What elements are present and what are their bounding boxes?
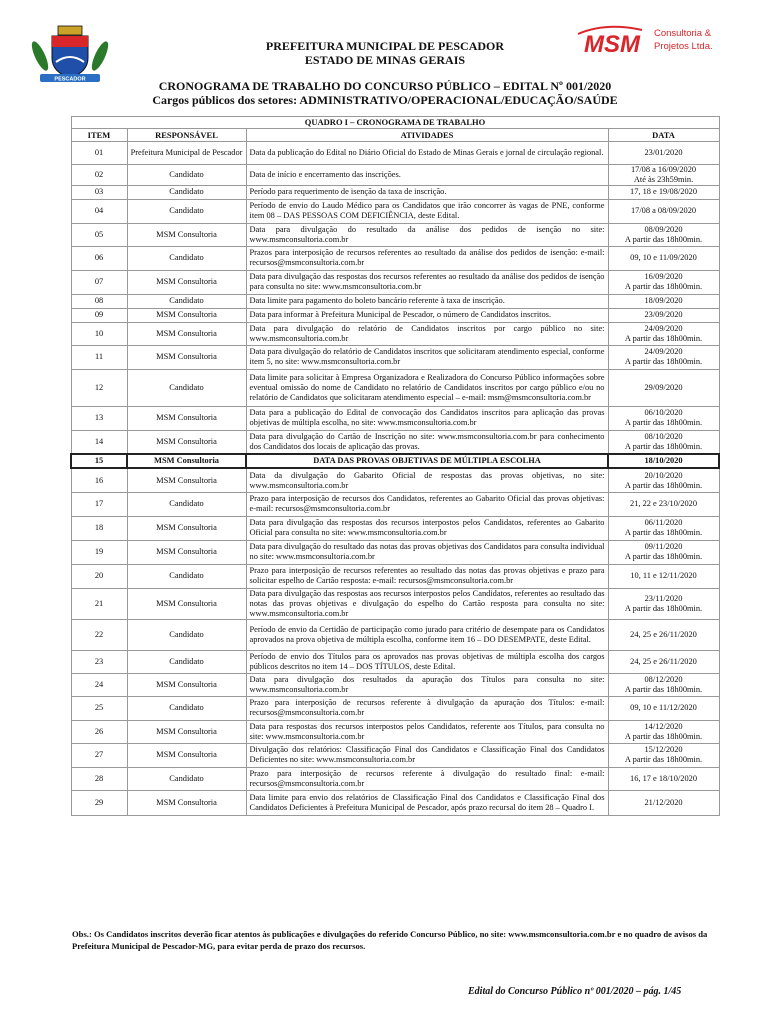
cell-item: 08: [71, 294, 127, 308]
cell-data: 14/12/2020 A partir das 18h00min.: [608, 720, 719, 743]
cell-atividade: Data para divulgação das respostas dos recursos interpostos pelos Candidatos, referentes ao Gabarito Oficial para consulta no site: www.msmconsultoria.com.br: [246, 516, 608, 540]
table-row: [71, 588, 719, 619]
cell-item: 24: [71, 673, 127, 696]
table-row: [71, 696, 719, 720]
cell-data: 20/10/2020 A partir das 18h00min.: [608, 468, 719, 492]
cell-item: 16: [71, 468, 127, 492]
cell-responsavel: Candidato: [127, 650, 246, 673]
cell-responsavel: Candidato: [127, 492, 246, 516]
cell-responsavel: Prefeitura Municipal de Pescador: [127, 142, 246, 165]
cell-data: 24/09/2020 A partir das 18h00min.: [608, 345, 719, 369]
col-header-data: DATA: [608, 129, 719, 142]
cell-item: 07: [71, 270, 127, 294]
cell-atividade: Data para respostas dos recursos interpostos pelos Candidatos, referente aos Títulos, para consulta no site: www.msmconsultoria.com.br: [246, 720, 608, 743]
table-row: [71, 223, 719, 246]
cell-item: 03: [71, 185, 127, 199]
cell-data: 16/09/2020 A partir das 18h00min.: [608, 270, 719, 294]
cell-responsavel: Candidato: [127, 246, 246, 270]
cell-atividade: Prazo para interposição de recursos referente à divulgação da apuração dos Títulos: e-mail: recursos@msmconsultoria.com.br: [246, 696, 608, 720]
cell-atividade: Data de início e encerramento das inscrições.: [246, 165, 608, 186]
cell-responsavel: MSM Consultoria: [127, 308, 246, 322]
cell-atividade: Data da divulgação do Gabarito Oficial de respostas das provas objetivas, no site: www.msmconsultoria.com.br: [246, 468, 608, 492]
msm-logo-text: MSM: [584, 31, 640, 58]
cell-responsavel: MSM Consultoria: [127, 406, 246, 430]
cell-atividade: DATA DAS PROVAS OBJETIVAS DE MÚLTIPLA ESCOLHA: [246, 454, 608, 468]
cell-data: 09/11/2020 A partir das 18h00min.: [608, 540, 719, 564]
cell-item: 19: [71, 540, 127, 564]
cell-atividade: Data para divulgação do resultado das notas das provas objetivas dos Candidatos para consulta individual no site: www.msmconsultoria.com.br: [246, 540, 608, 564]
col-header-atividades: ATIVIDADES: [246, 129, 608, 142]
cell-responsavel: MSM Consultoria: [127, 270, 246, 294]
cell-responsavel: MSM Consultoria: [127, 540, 246, 564]
cell-atividade: Prazo para interposição de recursos dos Candidatos, referentes ao Gabarito Oficial das provas objetivas: e-mail: recursos@msmconsultoria.com.br: [246, 492, 608, 516]
cell-data: 23/09/2020: [608, 308, 719, 322]
cell-item: 23: [71, 650, 127, 673]
cell-responsavel: Candidato: [127, 185, 246, 199]
document-title: CRONOGRAMA DE TRABALHO DO CONCURSO PÚBLICO – EDITAL Nº 001/2020: [158, 79, 612, 93]
cell-atividade: Data para divulgação das respostas aos recursos interpostos pelos Candidatos, referentes ao resultado das notas das provas objetivas e divulgação do espelho do Cartão resposta para consulta no site: www.msmconsultoria.com.br: [246, 588, 608, 619]
table-row: [71, 790, 719, 815]
col-header-responsavel: RESPONSÁVEL: [127, 129, 246, 142]
cell-item: 13: [71, 406, 127, 430]
table-row: [71, 142, 719, 165]
cell-responsavel: MSM Consultoria: [127, 588, 246, 619]
cell-data: 08/10/2020 A partir das 18h00min.: [608, 430, 719, 454]
cell-data: 08/12/2020 A partir das 18h00min.: [608, 673, 719, 696]
table-row: [71, 185, 719, 199]
cell-atividade: Período de envio do Laudo Médico para os Candidatos que irão concorrer às vagas de PNE, conforme item 08 – DAS PESSOAS COM DEFICIÊNCIA, deste Edital.: [246, 199, 608, 223]
observation-note: Obs.: Os Candidatos inscritos deverão ficar atentos às publicações e divulgações do referido Concurso Público, no site: www.msmconsultoria.com.br e no quadro de avisos da Prefeitura Municipal de Pescador-MG, para evitar perda de prazo dos recursos.: [72, 929, 708, 952]
cell-responsavel: MSM Consultoria: [127, 673, 246, 696]
cell-data: 21/12/2020: [608, 790, 719, 815]
page-footer: Edital do Concurso Público nº 001/2020 – pág. 1/45: [468, 986, 682, 997]
cell-responsavel: MSM Consultoria: [127, 516, 246, 540]
cell-atividade: Período de envio dos Títulos para os aprovados nas provas objetivas de múltipla escolha dos cargos públicos descritos no item 14 – DOS TÍTULOS, deste Edital.: [246, 650, 608, 673]
cell-data: 09, 10 e 11/12/2020: [608, 696, 719, 720]
cell-responsavel: MSM Consultoria: [127, 720, 246, 743]
cell-responsavel: Candidato: [127, 165, 246, 186]
cell-item: 14: [71, 430, 127, 454]
cell-responsavel: Candidato: [127, 199, 246, 223]
cell-atividade: Data para divulgação do relatório de Candidatos inscritos que solicitaram atendimento especial, conforme item 5, no site: www.msmconsultoria.com.br: [246, 345, 608, 369]
cell-item: 01: [71, 142, 127, 165]
cell-item: 05: [71, 223, 127, 246]
table-row: [71, 199, 719, 223]
col-header-item: ITEM: [71, 129, 127, 142]
schedule-body: [71, 142, 719, 816]
table-row: [71, 406, 719, 430]
cell-item: 21: [71, 588, 127, 619]
cell-data: 16, 17 e 18/10/2020: [608, 767, 719, 790]
table-row: [71, 369, 719, 406]
cell-item: 11: [71, 345, 127, 369]
cell-responsavel: MSM Consultoria: [127, 468, 246, 492]
cell-data: 29/09/2020: [608, 369, 719, 406]
org-name: PREFEITURA MUNICIPAL DE PESCADOR: [265, 39, 505, 53]
cell-item: 17: [71, 492, 127, 516]
cell-data: 15/12/2020 A partir das 18h00min.: [608, 743, 719, 767]
cell-responsavel: MSM Consultoria: [127, 430, 246, 454]
cell-atividade: Data para divulgação das respostas dos recursos referentes ao resultado da análise dos pedidos de isenção para consulta no site: www.msmconsultoria.com.br: [246, 270, 608, 294]
cell-item: 18: [71, 516, 127, 540]
table-row: [71, 564, 719, 588]
cell-responsavel: MSM Consultoria: [127, 322, 246, 345]
cell-data: 08/09/2020 A partir das 18h00min.: [608, 223, 719, 246]
cell-item: 22: [71, 619, 127, 650]
cell-data: 18/09/2020: [608, 294, 719, 308]
cell-atividade: Data limite para pagamento do boleto bancário referente à taxa de inscrição.: [246, 294, 608, 308]
cell-item: 12: [71, 369, 127, 406]
cell-atividade: Período de envio da Certidão de participação como jurado para critério de desempate para os Candidatos aprovados na prova objetiva de múltipla escolha, conforme item 16 – DO DESEMPATE, deste Edital.: [246, 619, 608, 650]
cell-data: 18/10/2020: [608, 454, 719, 468]
cell-data: 21, 22 e 23/10/2020: [608, 492, 719, 516]
logo-tagline-1: Consultoria &: [654, 28, 712, 39]
cell-item: 25: [71, 696, 127, 720]
logo-tagline-2: Projetos Ltda.: [654, 41, 713, 52]
table-row: [71, 468, 719, 492]
cell-item: 27: [71, 743, 127, 767]
cell-data: 23/11/2020 A partir das 18h00min.: [608, 588, 719, 619]
cell-atividade: Data para divulgação dos resultados da apuração dos Títulos para consulta no site: www.msmconsultoria.com.br: [246, 673, 608, 696]
cell-item: 10: [71, 322, 127, 345]
cell-item: 04: [71, 199, 127, 223]
table-row: [71, 743, 719, 767]
table-row: [71, 322, 719, 345]
cell-atividade: Data limite para solicitar à Empresa Organizadora e Realizadora do Concurso Público informações sobre eventual omissão do nome de Candidato no relatório de Candidatos inscritos por cargo público e/ou no relatório de Candidatos que solicitaram atendimento especial – e-mail: msm@msmconsultoria.com.br: [246, 369, 608, 406]
cell-data: 17/08 a 16/09/2020 Até às 23h59min.: [608, 165, 719, 186]
cell-data: 09, 10 e 11/09/2020: [608, 246, 719, 270]
cell-responsavel: MSM Consultoria: [127, 345, 246, 369]
cell-data: 10, 11 e 12/11/2020: [608, 564, 719, 588]
cell-item: 02: [71, 165, 127, 186]
schedule-table: [70, 116, 720, 816]
cell-data: 23/01/2020: [608, 142, 719, 165]
org-state: ESTADO DE MINAS GERAIS: [304, 53, 466, 67]
table-row: [71, 308, 719, 322]
cell-responsavel: Candidato: [127, 564, 246, 588]
table-caption: QUADRO I – CRONOGRAMA DE TRABALHO: [71, 117, 719, 129]
table-row: [71, 650, 719, 673]
table-row: [71, 246, 719, 270]
cell-item: 28: [71, 767, 127, 790]
cell-responsavel: MSM Consultoria: [127, 454, 246, 468]
cell-atividade: Prazo para interposição de recursos referentes ao resultado das notas das provas objetivas e prazo para solicitar espelho de Cartão resposta: e-mail: recursos@msmconsultoria.com.br: [246, 564, 608, 588]
table-row: [71, 673, 719, 696]
cell-data: 24, 25 e 26/11/2020: [608, 619, 719, 650]
cell-atividade: Prazo para interposição de recursos referente à divulgação do resultado final: e-mail: recursos@msmconsultoria.com.br: [246, 767, 608, 790]
cell-responsavel: Candidato: [127, 767, 246, 790]
table-row: [71, 619, 719, 650]
cell-responsavel: MSM Consultoria: [127, 743, 246, 767]
cell-item: 06: [71, 246, 127, 270]
cell-data: 24/09/2020 A partir das 18h00min.: [608, 322, 719, 345]
table-row: [71, 516, 719, 540]
cell-atividade: Período para requerimento de isenção da taxa de inscrição.: [246, 185, 608, 199]
table-row: [71, 540, 719, 564]
coat-of-arms-ribbon-text: PESCADOR: [54, 76, 86, 83]
cell-responsavel: MSM Consultoria: [127, 790, 246, 815]
cell-responsavel: MSM Consultoria: [127, 223, 246, 246]
table-row: [71, 345, 719, 369]
cell-data: 17, 18 e 19/08/2020: [608, 185, 719, 199]
cell-data: 17/08 a 08/09/2020: [608, 199, 719, 223]
cell-atividade: Prazos para interposição de recursos referentes ao resultado da análise dos pedidos de isenção: e-mail: recursos@msmconsultoria.com.br: [246, 246, 608, 270]
table-row: [71, 767, 719, 790]
cell-data: 06/11/2020 A partir das 18h00min.: [608, 516, 719, 540]
cell-atividade: Data da publicação do Edital no Diário Oficial do Estado de Minas Gerais e jornal de circulação regional.: [246, 142, 608, 165]
table-row: [71, 720, 719, 743]
cell-data: 06/10/2020 A partir das 18h00min.: [608, 406, 719, 430]
cell-responsavel: Candidato: [127, 369, 246, 406]
cell-item: 09: [71, 308, 127, 322]
cell-data: 24, 25 e 26/11/2020: [608, 650, 719, 673]
cell-responsavel: Candidato: [127, 294, 246, 308]
cell-atividade: Data para divulgação do relatório de Candidatos inscritos por cargo público no site: www.msmconsultoria.com.br: [246, 322, 608, 345]
cell-atividade: Data para divulgação do resultado da análise dos pedidos de isenção no site: www.msmconsultoria.com.br: [246, 223, 608, 246]
cell-item: 29: [71, 790, 127, 815]
document-subtitle: Cargos públicos dos setores: ADMINISTRATIVO/OPERACIONAL/EDUCAÇÃO/SAÚDE: [152, 93, 618, 107]
table-row: [71, 454, 719, 468]
cell-atividade: Data para informar à Prefeitura Municipal de Pescador, o número de Candidatos inscritos.: [246, 308, 608, 322]
table-row: [71, 165, 719, 186]
cell-atividade: Data limite para envio dos relatórios de Classificação Final dos Candidatos e Classificação Final dos Candidatos Deficientes à Prefeitura Municipal de Pescador, após prazo recursal do item 28 – Quadro I.: [246, 790, 608, 815]
table-row: [71, 492, 719, 516]
table-row: [71, 270, 719, 294]
cell-responsavel: Candidato: [127, 696, 246, 720]
cell-item: 20: [71, 564, 127, 588]
cell-atividade: Data para divulgação do Cartão de Inscrição no site: www.msmconsultoria.com.br para conhecimento dos Candidatos dos locais de aplicação das provas.: [246, 430, 608, 454]
cell-atividade: Divulgação dos relatórios: Classificação Final dos Candidatos e Classificação Final dos Candidatos Deficientes no site: www.msmconsultoria.com.br: [246, 743, 608, 767]
cell-item: 15: [71, 454, 127, 468]
cell-item: 26: [71, 720, 127, 743]
table-row: [71, 430, 719, 454]
cell-atividade: Data para a publicação do Edital de convocação dos Candidatos inscritos para aplicação das provas objetivas de múltipla escolha, no site: www.msmconsultoria.com.br: [246, 406, 608, 430]
table-row: [71, 294, 719, 308]
cell-responsavel: Candidato: [127, 619, 246, 650]
